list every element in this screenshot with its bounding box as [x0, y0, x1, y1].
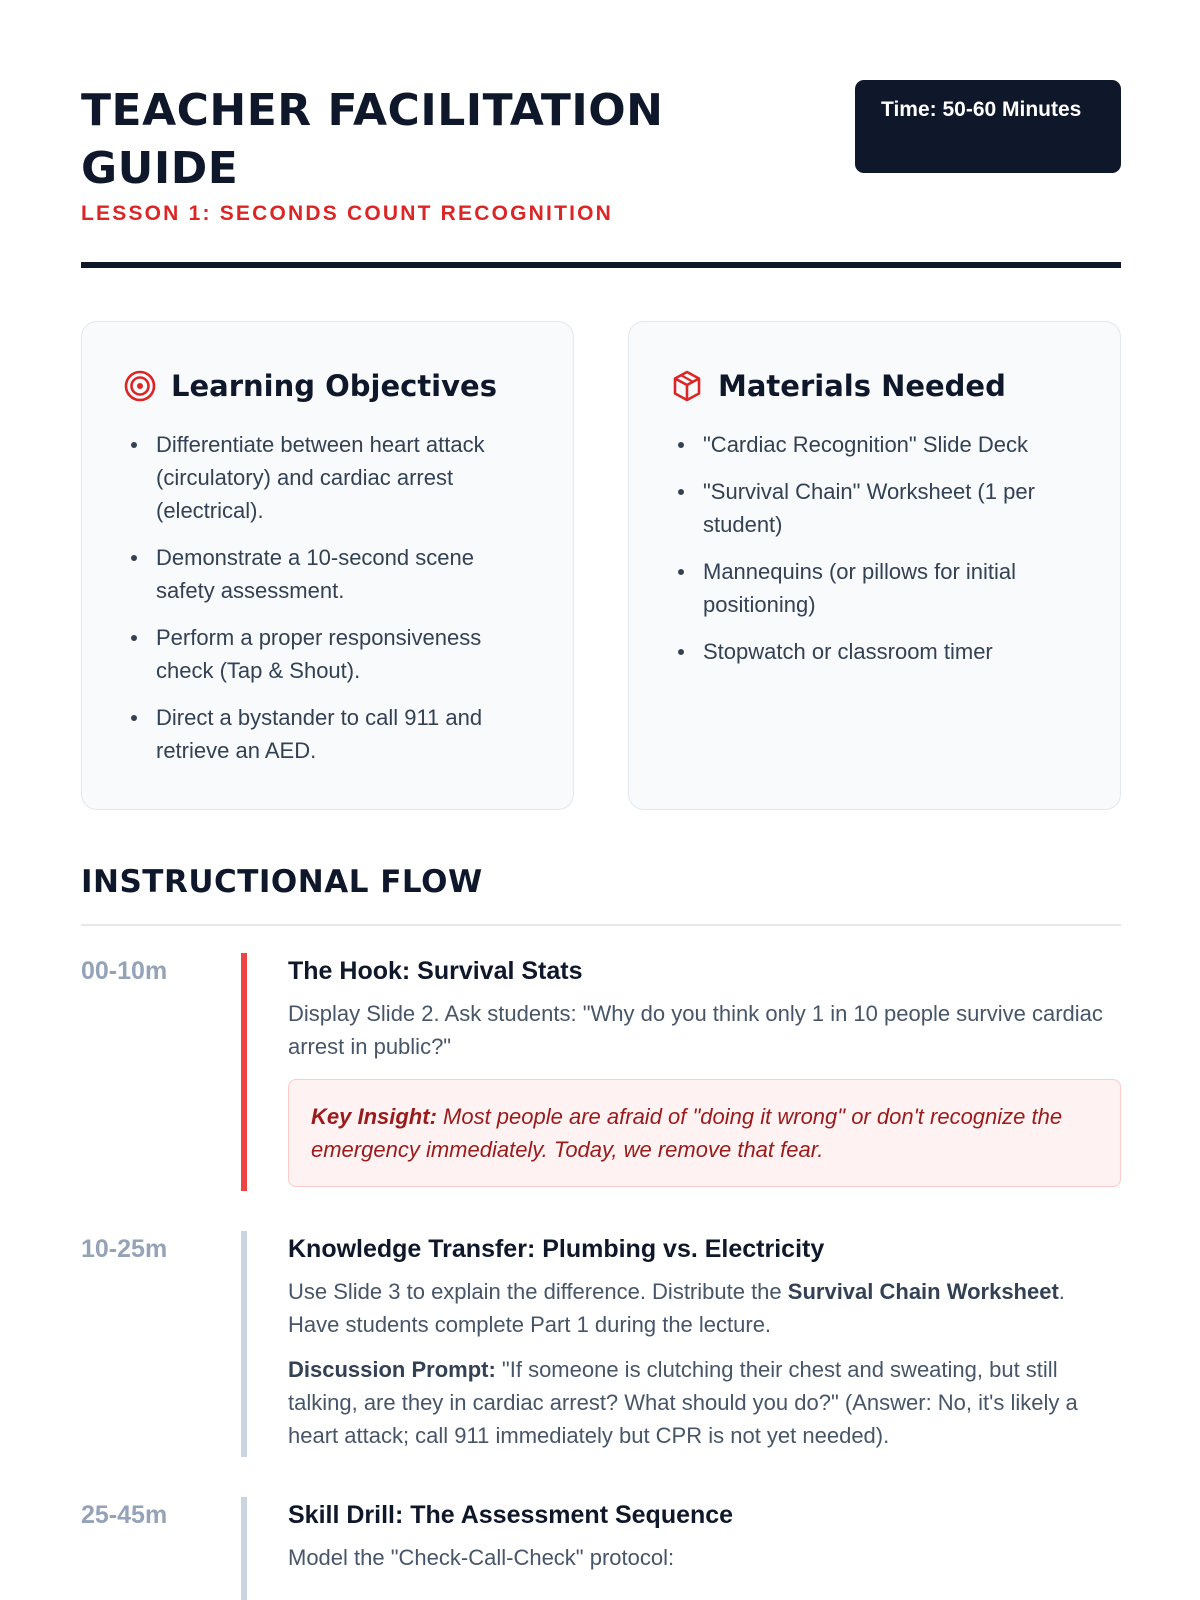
page-header: [81, 80, 1121, 268]
flow-heading: Skill Drill: The Assessment Sequence: [288, 1501, 734, 1529]
learning-objectives-title: Learning Objectives: [171, 369, 497, 403]
learning-objectives-card: [81, 321, 574, 810]
flow-heading: The Hook: Survival Stats: [288, 957, 583, 985]
flow-text-part: Use Slide 3 to explain the difference. Distribute the: [288, 1279, 788, 1304]
timeline-bar-active: [241, 953, 247, 1191]
target-icon: [123, 369, 157, 403]
time-badge: Time: 50-60 Minutes: [855, 80, 1121, 173]
list-item: Demonstrate a 10-second scene safety assessment.: [156, 541, 536, 607]
learning-objectives-header: [123, 366, 497, 406]
objectives-list: [156, 428, 536, 781]
flow-item-skill-drill: [81, 1497, 1121, 1600]
timeline-bar: [241, 1497, 247, 1600]
list-item: "Survival Chain" Worksheet (1 per student): [703, 475, 1083, 541]
discussion-prompt-label: Discussion Prompt:: [288, 1357, 496, 1382]
flow-item-hook: [81, 953, 1121, 1191]
materials-needed-card: [628, 321, 1121, 810]
flow-body: [288, 1497, 1121, 1574]
instructional-flow-title: INSTRUCTIONAL FLOW: [81, 864, 1121, 926]
materials-needed-header: [670, 366, 1006, 406]
list-item: Direct a bystander to call 911 and retrieve an AED.: [156, 701, 536, 767]
lesson-subtitle: LESSON 1: SECONDS COUNT RECOGNITION: [81, 202, 614, 225]
key-insight-text: Most people are afraid of "doing it wrong" or don't recognize the emergency immediately. Today, we remove that fear.: [311, 1104, 1063, 1162]
flow-body: [288, 1231, 1121, 1452]
list-item: Differentiate between heart attack (circulatory) and cardiac arrest (electrical).: [156, 428, 536, 527]
key-insight-callout: [288, 1079, 1121, 1187]
list-item: Stopwatch or classroom timer: [703, 635, 1083, 668]
page-title: TEACHER FACILITATION GUIDE: [81, 85, 664, 194]
flow-text: Model the "Check-Call-Check" protocol:: [288, 1545, 675, 1570]
list-item: "Cardiac Recognition" Slide Deck: [703, 428, 1083, 461]
flow-time: 10-25m: [81, 1235, 168, 1263]
flow-heading: Knowledge Transfer: Plumbing vs. Electricity: [288, 1235, 825, 1263]
timeline-bar: [241, 1231, 247, 1457]
materials-needed-title: Materials Needed: [718, 369, 1006, 403]
discussion-prompt: [288, 1353, 1121, 1452]
worksheet-name: Survival Chain Worksheet: [787, 1279, 1059, 1304]
flow-body: [288, 953, 1121, 1187]
flow-time: 00-10m: [81, 957, 168, 985]
key-insight-label: Key Insight:: [311, 1104, 437, 1129]
flow-text: [288, 1275, 1121, 1341]
flow-text: Display Slide 2. Ask students: "Why do you think only 1 in 10 people survive cardiac arrest in public?": [288, 1001, 1103, 1059]
box-icon: [670, 369, 704, 403]
flow-text-part: . Have students complete Part 1 during the lecture.: [288, 1279, 1065, 1337]
materials-list: [703, 428, 1083, 682]
list-item: Mannequins (or pillows for initial positioning): [703, 555, 1083, 621]
flow-item-knowledge-transfer: [81, 1231, 1121, 1457]
list-item: Perform a proper responsiveness check (Tap & Shout).: [156, 621, 536, 687]
flow-time: 25-45m: [81, 1501, 168, 1529]
discussion-prompt-text: "If someone is clutching their chest and sweating, but still talking, are they in cardiac arrest? What should you do?" (Answer: No, it's likely a heart attack; call 911 immediately but CPR is not yet needed).: [288, 1357, 1078, 1448]
